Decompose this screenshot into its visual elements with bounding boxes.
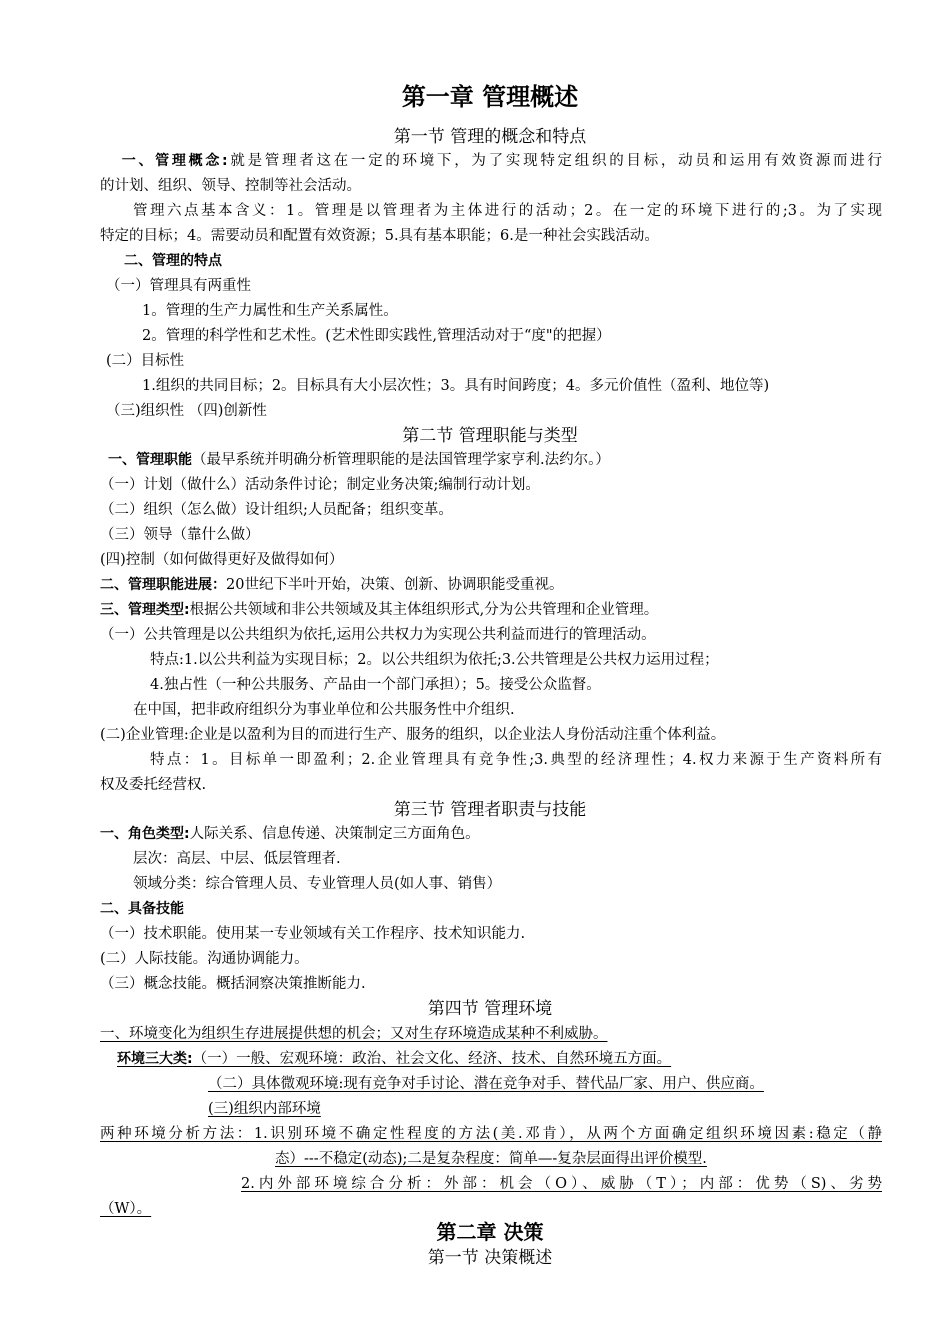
paragraph-line: (四)控制（如何做得更好及做得如何） <box>100 552 344 568</box>
paragraph-line: 一、环境变化为组织生存进展提供想的机会；又对生存环境造成某种不利威胁。 <box>100 1026 608 1042</box>
paragraph-line: 环境三大类:（一）一般、宏观环境：政治、社会文化、经济、技术、自然环境五方面。 <box>117 1051 672 1067</box>
chapter-title: 第二章 决策 <box>436 1220 544 1244</box>
paragraph-line: (二）目标性 <box>106 353 185 369</box>
paragraph-line: 2.内外部环境综合分析：外部：机会（O）、威胁（T）；内部：优势（S)、劣势 <box>241 1176 882 1192</box>
bold-heading: 一、管理职能 <box>108 452 192 468</box>
section-title: 第二节 管理职能与类型 <box>402 426 578 446</box>
chapter-title: 第一章 管理概述 <box>401 83 579 111</box>
paragraph-line: 的计划、组织、领导、控制等社会活动。 <box>100 178 361 194</box>
paragraph-line: 领域分类：综合管理人员、专业管理人员(如人事、销售） <box>133 876 502 892</box>
paragraph-line: 二、管理职能进展：20世纪下半叶开始，决策、创新、协调职能受重视。 <box>100 577 564 593</box>
subheading: 二、具备技能 <box>100 901 184 917</box>
bold-heading: 二、管理职能进展： <box>100 577 226 593</box>
paragraph-line: 特点：1。目标单一即盈利；2.企业管理具有竞争性;3.典型的经济理性；4.权力来源于生产资料所有 <box>150 752 882 768</box>
paragraph-line: （三）领导（靠什么做） <box>100 527 260 543</box>
section-title: 第一节 管理的概念和特点 <box>393 127 587 147</box>
paragraph-line: 管理六点基本含义：1。管理是以管理者为主体进行的活动；2。在一定的环境下进行的;3。为了实现 <box>133 203 882 219</box>
paragraph-line: 一、管理概念:就是管理者这在一定的环境下，为了实现特定组织的目标，动员和运用有效资源而进行 <box>119 153 882 169</box>
paragraph-line: 特点:1.以公共利益为实现目标；2。以公共组织为依托;3.公共管理是公共权力运用过程； <box>150 652 719 668</box>
paragraph-line: （三）概念技能。概括洞察决策推断能力. <box>100 976 366 992</box>
paragraph-line: 特定的目标；4。需要动员和配置有效资源；5.具有基本职能；6.是一种社会实践活动。 <box>100 228 659 244</box>
paragraph-line: 三、管理类型:根据公共领域和非公共领域及其主体组织形式,分为公共管理和企业管理。 <box>100 602 659 618</box>
paragraph-line: 层次：高层、中层、低层管理者. <box>133 851 341 867</box>
paragraph-line: (三)组织内部环境 <box>208 1101 321 1117</box>
paragraph-line: 1.组织的共同目标；2。目标具有大小层次性；3。具有时间跨度；4。多元价值性（盈利、地位等) <box>142 378 770 394</box>
paragraph-line: （W）。 <box>100 1201 152 1217</box>
paragraph-line: （一）公共管理是以公共组织为依托,运用公共权力为实现公共利益而进行的管理活动。 <box>100 627 656 643</box>
bold-heading: 环境三大类: <box>117 1051 193 1067</box>
paragraph-line: （二）具体微观环境:现有竞争对手讨论、潜在竞争对手、替代品厂家、用户、供应商。 <box>208 1076 764 1092</box>
paragraph-line: 4.独占性（一种公共服务、产品由一个部门承担）；5。接受公众监督。 <box>150 677 601 693</box>
paragraph-line: 权及委托经营权. <box>100 777 207 793</box>
paragraph-line: （一）管理具有两重性 <box>106 278 251 294</box>
paragraph-line: 在中国，把非政府组织分为事业单位和公共服务性中介组织. <box>133 702 515 718</box>
paragraph-line: 一、管理职能（最早系统并明确分析管理职能的是法国管理学家亨利.法约尔。） <box>108 452 610 468</box>
paragraph-line: （一）技术职能。使用某一专业领域有关工作程序、技术知识能力. <box>100 926 526 942</box>
bold-heading: 三、管理类型: <box>100 602 190 618</box>
paragraph-line: （三)组织性 （四)创新性 <box>106 403 267 419</box>
paragraph-line: 一、角色类型:人际关系、信息传递、决策制定三方面角色。 <box>100 826 480 842</box>
paragraph-line: 1。管理的生产力属性和生产关系属性。 <box>142 303 398 319</box>
section-title: 第一节 决策概述 <box>427 1248 553 1268</box>
bold-heading: 一、角色类型: <box>100 826 190 842</box>
paragraph-line: （二）组织（怎么做）设计组织;人员配备；组织变革。 <box>100 502 453 518</box>
section-title: 第四节 管理环境 <box>427 999 553 1019</box>
paragraph-line: (二）人际技能。沟通协调能力。 <box>100 951 309 967</box>
paragraph-line: 2。管理的科学性和艺术性。(艺术性即实践性,管理活动对于“度"的把握） <box>142 328 611 344</box>
paragraph-line: 态）---不稳定(动态);二是复杂程度：简单—-复杂层面得出评价模型. <box>275 1151 707 1167</box>
section-title: 第三节 管理者职责与技能 <box>393 800 587 820</box>
subheading: 二、管理的特点 <box>124 253 222 269</box>
paragraph-line: (二)企业管理:企业是以盈利为目的而进行生产、服务的组织，以企业法人身份活动注重个体利益。 <box>100 727 726 743</box>
paragraph-line: （一）计划（做什么）活动条件讨论；制定业务决策;编制行动计划。 <box>100 477 540 493</box>
paragraph-line: 两种环境分析方法：1.识别环境不确定性程度的方法(美.邓肯），从两个方面确定组织环境因素:稳定（静 <box>100 1126 882 1142</box>
bold-heading: 一、管理概念: <box>119 153 228 169</box>
